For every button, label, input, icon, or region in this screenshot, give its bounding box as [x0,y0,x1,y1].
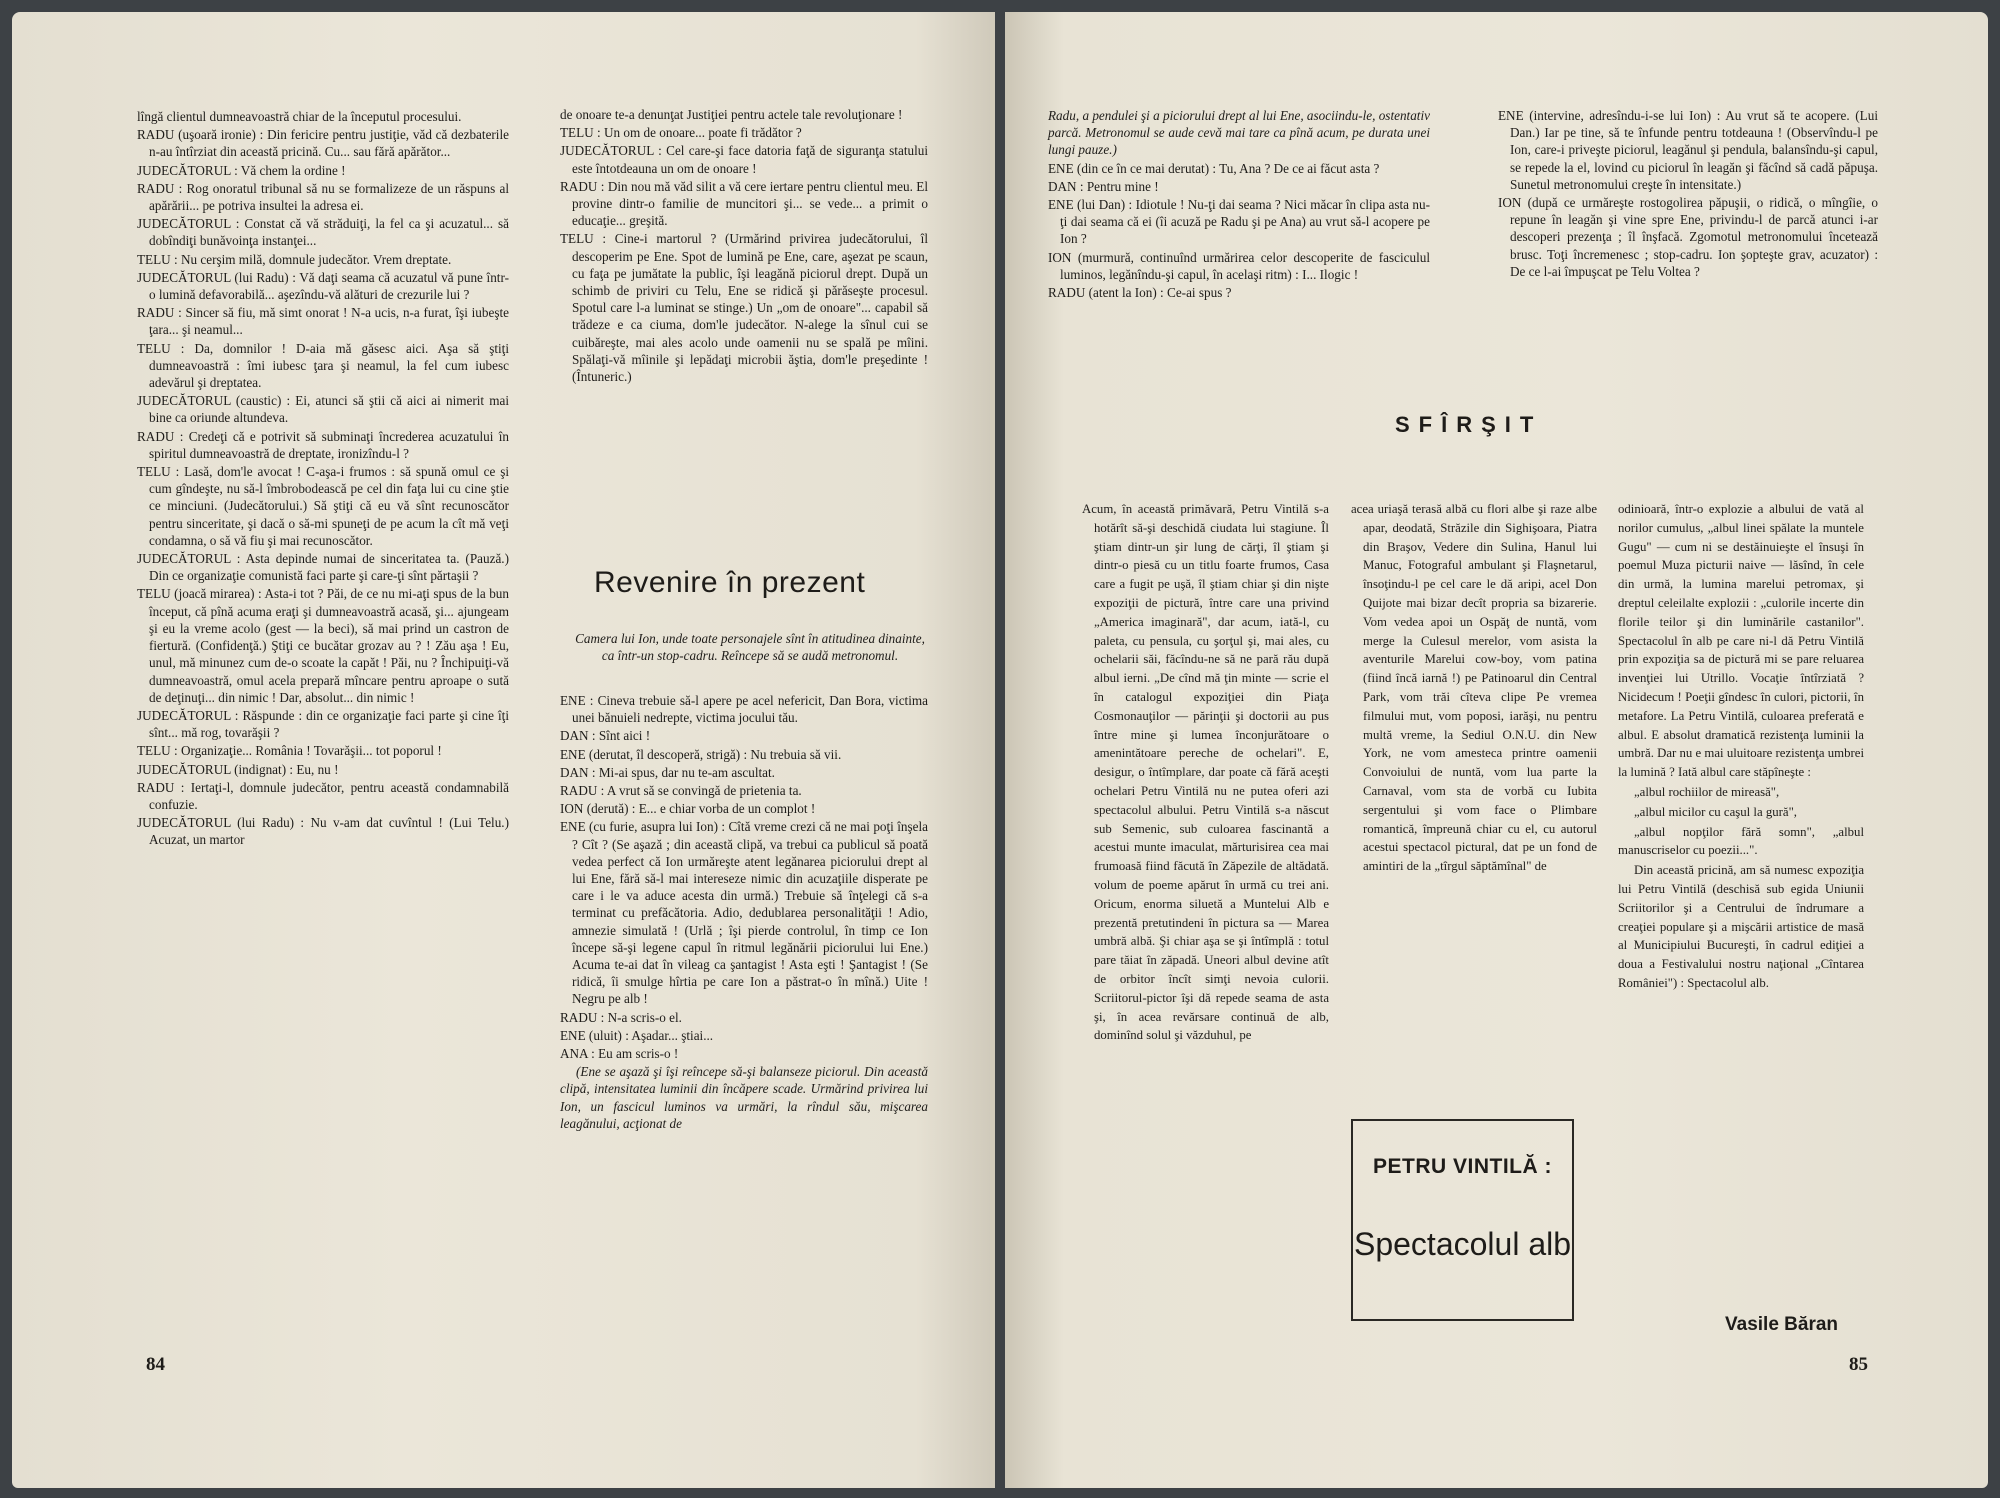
paragraph: ENE : Cineva trebuie să-l apere pe acel nefericit, Dan Bora, victima unei bănuieli nedrepte, victima jocului tău. [560,693,928,726]
paragraph: ENE (din ce în ce mai derutat) : Tu, Ana ? De ce ai făcut asta ? [1048,160,1380,176]
paragraph: acea uriaşă terasă albă cu flori albe şi raze albe apar, deodată, Străzile din Sighişoara, Piatra din Braşov, Vedere din Sulina, Hanul lui Manuc, Fotograful ambulant şi Flaşnetarul, însoţindu-l pe cel care le dă aripi, acel Don Quijote mai bizar decît propria sa bizarerie. Vom vedea apoi un Ospăţ de nuntă, vom merge la Culesul merelor, vom asista la aventurile Marelui cow-boy, vom patina (fiind încă iarnă !) pe Patinoarul din Central Park, vom trăi cîteva clipe Pe vremea filmului mut, vom poposi, iarăşi, nu pentru multă vreme, la Sediul O.N.U. din New York, ne vom amesteca printre oamenii Convoiului de nuntă, vom lua parte la Carnaval, vom sta de vorbă cu Iubita sergentului şi vom face o Plimbare romantică, împreună chiar cu el, cu autorul acestui spectacol pictural, dat pe un fond de amintiri de la „tîrgul săptămînal" de [1351,502,1597,874]
paragraph: RADU (uşoară ironie) : Din fericire pentru justiţie, văd că dezbaterile n-au întîrziat din această pricină. Cu... sau fără apărător... [137,127,509,160]
end-mark: SFÎRŞIT [1395,412,1543,437]
paragraph: RADU : Credeţi că e potrivit să subminaţi încrederea acuzatului în spiritul dumneavoastră de dreptate, ironizîndu-l ? [137,428,509,461]
paragraph: Radu, a pendulei şi a piciorului drept al lui Ene, asociindu-le, ostentativ parcă. Metronomul se aude cevă mai tare ca pînă acum, pe durata unei lungi pauze.) [1048,108,1430,158]
paragraph: RADU : Rog onoratul tribunal să nu se formalizeze de un răspuns al apărării... pe potriva insultei la adresa ei. [137,180,509,214]
paragraph: JUDECĂTORUL (caustic) : Ei, atunci să ştii că aici ai nimerit mai bine ca oriunde altundeva. [137,393,509,426]
paragraph: ION (murmură, continuînd urmărirea celor descoperite de fasciculul luminos, legănîndu-şi capul, în acelaşi ritm) : I... Ilogic ! [1048,249,1430,282]
paragraph: RADU : A vrut să se convingă de prietenia ta. [560,783,802,799]
section-heading: Revenire în prezent [594,566,866,599]
left-page [12,12,995,1488]
article-title: Spectacolul alb [1353,1226,1572,1262]
paragraph: JUDECĂTORUL (indignat) : Eu, nu ! [137,761,339,777]
paragraph: TELU : Organizaţie... România ! Tovarăşii... tot poporul ! [137,743,442,759]
paragraph: RADU : Din nou mă văd silit a vă cere iertare pentru clientul meu. El provine dintr-o familie de muncitori şi... se vede... a primit o educaţie... greşită. [560,178,928,229]
article-title-box [1351,1119,1574,1321]
paragraph: DAN : Mi-ai spus, dar nu te-am ascultat. [560,764,775,780]
paragraph: ENE (intervine, adresîndu-i-se lui Ion) : Au vrut să te acopere. (Lui Dan.) Iar pe tine, să te înfunde pentru totdeauna ! (Observîndu-l pe Ion, care-i priveşte piciorul, leagănul şi pendula, balansîndu-şi capul, se repede la el, lovind cu piciorul în leagăn şi făcînd să cadă păpuşa. Sunetul metronomului creşte în intensitate.) [1498,108,1878,192]
paragraph: ENE (cu furie, asupra lui Ion) : Cîtă vreme crezi că ne mai poţi înşela ? Cît ? (Se aşază ; din această clipă, va trebui ca publicul să poată vedea perfect că Ion urmăreşte atent legănarea piciorului drept al lui Ene, fără să-l mai intereseze nimic din acuzaţiile disperate pe care i le va aduce acesta din urmă.) Trebuie să înţelegi că s-a terminat cu prefăcătoria. Adio, dedublarea personalităţii ! Adio, amnezie simulată ! (Urlă ; îşi pierde controlul, în timp ce Ion începe să-şi legene capul în ritmul legănării piciorului lui Ene.) Acuma te-ai dat în vileag ca şantagist ! Asta eşti ! Şantagist ! (Se ridică, îi smulge hîrtia pe care Ion a păstrat-o în mînă.) Uite ! Negru pe alb ! [560,819,928,1007]
paragraph: DAN : Pentru mine ! [1048,178,1159,194]
right-column-1-top [1048,107,1430,302]
paragraph: RADU : Sincer să fiu, mă simt onorat ! N-a ucis, n-a furat, îşi iubeşte ţara... şi neamul... [137,305,509,338]
paragraph: TELU : Da, domnilor ! D-aia mă găsesc aici. Aşa să ştiţi dumneavoastră : îmi iubesc ţara şi neamul, la fel cum iubesc adevărul şi dreptatea. [137,340,509,391]
left-column-2-bottom [560,692,928,1133]
paragraph: ENE (derutat, îl descoperă, strigă) : Nu trebuia să vii. [560,746,842,762]
paragraph: „albul nopţilor fără somn", „albul manuscriselor cu poezii...". [1618,824,1864,858]
paragraph: de onoare te-a denunţat Justiţiei pentru actele tale revoluţionare ! [560,107,903,122]
paragraph: ION (după ce urmăreşte rostogolirea păpuşii, o ridică, o mîngîie, o repune în leagăn şi vine spre Ene, privindu-l de parcă atunci i-ar descoperi prezenţa ; îl înşfacă. Zgomotul metronomului încetează brusc. Toţi încremenesc ; stop-cadru. Ion şopteşte grav, acuzator) : De ce l-ai împuşcat pe Telu Voltea ? [1498,195,1878,279]
paragraph: TELU (joacă mirarea) : Asta-i tot ? Păi, de ce nu mi-aţi spus de la bun început, că pînă acuma eraţi şi dumneavoastră acasă, şi... ajungeam şi eu la vreme acolo (gest — la beci), să mai prind un castron de fiertură. (Confidenţă.) Ştiţi ce bucătar grozav au ? ! Zău aşa ! Eu, unul, mă minunez cum de-o scoate la capăt ! Păi, nu ? Închipuiţi-vă dumneavoastră, omul acela prepară mîncare pentru aproape o sută de deţinuţi... din nimic ! Dar, absolut... din nimic ! [137,586,509,705]
paragraph: TELU : Lasă, dom'le avocat ! C-aşa-i frumos : să spună omul ce şi cum gîndeşte, nu să-l îmbrobodească pe cel din faţa lui cu cine ştie ce minciuni. (Judecătorului.) Să ştiţi că eu vă sînt recunoscător pentru sinceritate, şi dacă o să-mi spuneţi de pe acum la cît mă veţi condamna, o să vă fiu şi mai recunoscător. [137,464,509,548]
paragraph: JUDECĂTORUL : Răspunde : din ce organizaţie faci parte şi cine îţi sînt... mă rog, tovarăşii ? [137,707,509,741]
article-subject: PETRU VINTILĂ : [1373,1155,1552,1178]
paragraph: lîngă clientul dumneavoastră chiar de la începutul procesului. [137,109,462,124]
paragraph: Din această pricină, am să numesc expoziţia lui Petru Vintilă (deschisă sub egida Uniunii Scriitorilor şi a Centrului de îndrumare a creaţiei populare şi a mişcării artistice de masă al Municipiului Bucureşti, în cadrul ediţiei a doua a Festivalului nostru naţional „Cîntarea României") : Spectacolul alb. [1618,863,1864,990]
paragraph: TELU : Cine-i martorul ? (Urmărind privirea judecătorului, îl descoperim pe Ene. Spot de lumină pe Ene, care, aşezat pe scaun, cu faţa pe jumătate la public, îşi leagănă piciorul drept. După un schimb de priviri cu Telu, Ene se ridică şi părăseşte procesul. Spotul care l-a luminat se stinge.) Un „om de onoare"... capabil să trădeze e ca ciuma, dom'le judecător. N-alege la sînul cui se cuibăreşte, mai ales acolo unde oamenii nu se spală pe mîini. Spălaţi-vă mîinile şi lepădaţi microbii ăştia, dom'le preşedinte ! (Întuneric.) [560,231,928,385]
right-column-2-top [1498,107,1878,281]
left-column-1 [137,108,509,850]
paragraph: JUDECĂTORUL : Constat că vă străduiţi, la fel ca şi acuzatul... să dobîndiţi bunăvoinţa instanţei... [137,216,509,249]
paragraph: „albul rochiilor de mireasă", [1634,784,1780,799]
paragraph: RADU (atent la Ion) : Ce-ai spus ? [1048,285,1232,301]
paragraph: TELU : Un om de onoare... poate fi trădător ? [560,125,802,141]
paragraph: JUDECĂTORUL : Vă chem la ordine ! [137,162,346,178]
paragraph: (Ene se aşază şi îşi reîncepe să-şi balanseze piciorul. Din această clipă, intensitatea luminii din încăpere scade. Urmărind privirea lui Ion, un fascicul luminos va urmări, la rîndul său, mişcarea leagănului, acţionat de [560,1064,928,1131]
paragraph: RADU : Iertaţi-l, domnule judecător, pentru această condamnabilă confuzie. [137,779,509,812]
paragraph: JUDECĂTORUL : Asta depinde numai de sinceritatea ta. (Pauză.) Din ce organizaţie comunistă faci parte şi care-ţi sînt părtaşii ? [137,551,509,584]
stage-direction: Camera lui Ion, unde toate personajele sînt în atitudinea dinainte, ca într-un stop-cadru. Reîncepe să se audă metronomul. [575,631,925,664]
paragraph: „albul micilor cu caşul la gură", [1634,804,1797,819]
article-column-1 [1082,500,1329,1046]
paragraph: ENE (lui Dan) : Idiotule ! Nu-ţi dai seama ? Nici măcar în clipa asta nu-ţi dai seama că ei (îi acuză pe Radu şi pe Ana) au vrut să-l acopere pe Ion ? [1048,197,1430,247]
paragraph: ANA : Eu am scris-o ! [560,1046,679,1062]
article-column-3 [1618,500,1864,994]
paragraph: TELU : Nu cerşim milă, domnule judecător. Vrem dreptate. [137,251,452,267]
paragraph: ION (derută) : E... e chiar vorba de un complot ! [560,801,816,817]
left-column-2-top [560,106,928,386]
article-column-2 [1351,500,1597,877]
paragraph: RADU : N-a scris-o el. [560,1009,682,1025]
paragraph: JUDECĂTORUL : Cel care-şi face datoria faţă de siguranţa statului este întotdeauna un om de onoare ! [560,143,928,176]
paragraph: JUDECĂTORUL (lui Radu) : Vă daţi seama că acuzatul vă pune într-o lumină defavorabilă... aşezîndu-vă alături de crezurile lui ? [137,269,509,303]
paragraph: Acum, în această primăvară, Petru Vintilă s-a hotărît să-şi deschidă ciudata lui stagiune. Îl ştiam dintr-un şir lung de cărţi, îl ştiam şi dintr-o piesă cu un titlu foarte frumos, Casa care a fugit pe uşă, îl ştiam chiar şi din nişte expoziţii de pictură, între care una privind „America imaginară", dar acum, iată-l, cu paleta, cu pensula, cu şorţul şi, mai ales, cu ochelarii săi, făcîndu-ne să ne pară rău după albul ierni. „De cînd mă ţin minte — scrie el în catalogul expoziţiei din Piaţa Cosmonauţilor — părinţii şi doctorii au pus între mine şi lumea înconjurătoare o amenintătoare pereche de ochelari". E, desigur, o întîmplare, dar poate că fără aceşti ochelari Petru Vintilă nu ne putea oferi azi spectacolul albului. Petru Vintilă s-a născut sub Semenic, sub culoarea fascinantă a acestui munte imaculat, mărturisirea cea mai frumoasă fiind făcută în Zăpezile de altădată. volum de poeme apărut în urmă cu trei ani. Oricum, enorma siluetă a Muntelui Alb e prezentă pretutindeni în pictura sa — Marea umbră albă. Şi chiar aşa se şi întîmplă : totul pare tăiat în zăpadă. Uneori albul devine atît de orbitor încît simţi nevoia culorii. Scriitorul-pictor îşi dă repede seama de asta şi, în acea revărsare continuă de alb, dominînd solul şi văzduhul, pe [1082,502,1329,1043]
paragraph: odinioară, într-o explozie a albului de vată al norilor cumulus, „albul linei spălate la muntele Gugu" — cum ni se destăinuieşte el însuşi în poemul Muza picturii naive — lăsînd, în cele din urmă, la lumina marelui petromax, şi dreptul celeilalte explozii : „culorile incerte din florile teilor şi din luminările castanilor". Spectacolul în alb pe care ni-l dă Petru Vintilă prin expoziţia sa de pictură mi se pare reluarea invenţiei lui Utrillo. Vocaţie întîrziată ? Nicidecum ! Poeţii gîndesc în culori, pictorii, în metafore. La Petru Vintilă, culoarea preferată e albul. E absolut dramatică rezistenţa luminii la umbră. Dar nu e mai uluitoare rezistenţa umbrei la lumină ? Iată albul care stăpîneşte : [1618,502,1864,780]
paragraph: DAN : Sînt aici ! [560,728,651,744]
page-number: 85 [1849,1354,1868,1375]
paragraph: ENE (uluit) : Aşadar... ştiai... [560,1027,714,1043]
right-page [1005,12,1988,1488]
article-author: Vasile Băran [1725,1314,1839,1335]
page-number: 84 [146,1354,165,1375]
paragraph: JUDECĂTORUL (lui Radu) : Nu v-am dat cuvîntul ! (Lui Telu.) Acuzat, un martor [137,815,509,848]
